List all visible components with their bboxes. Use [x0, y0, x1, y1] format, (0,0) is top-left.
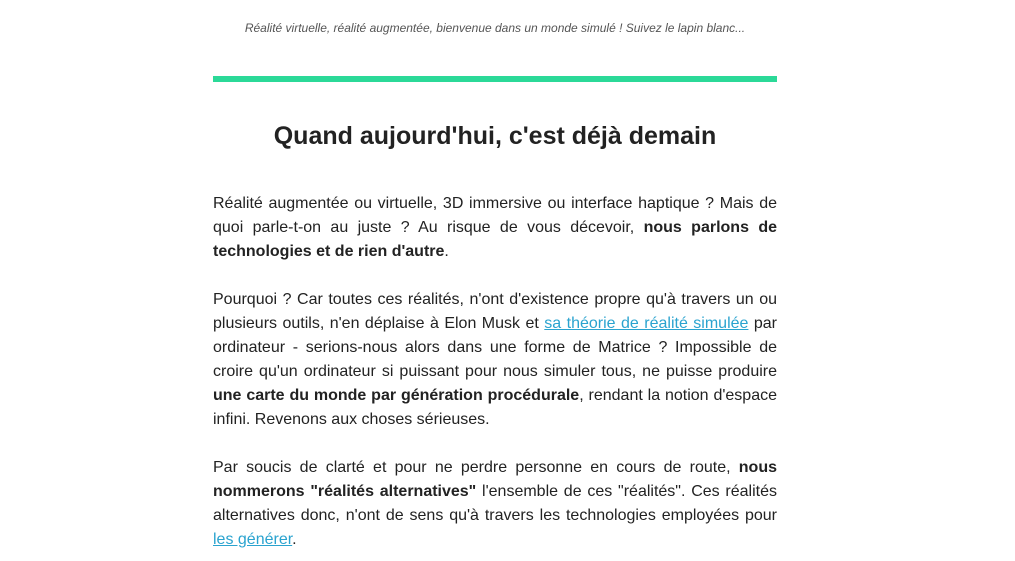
link-generate[interactable]: les générer — [213, 531, 293, 548]
paragraph-text: par ordinateur - serions-nous alors dans une forme de Matrice ? Impossible de croire qu'un ordinateur si puissant pour nous simuler tous, ne puisse produire — [213, 315, 778, 380]
article-title: Quand aujourd'hui, c'est déjà demain — [273, 122, 717, 150]
preheader-text: Réalité virtuelle, réalité augmentée, bienvenue dans un monde simulé ! Suivez le lapin blanc... — [244, 21, 746, 35]
bold-text: nous parlons de technologies et de rien d'autre — [213, 219, 777, 260]
article-column — [213, 76, 777, 552]
paragraph-text: l'ensemble de ces "réalités". Ces réalités alternatives donc, n'ont de sens qu'à travers les technologies employées pour — [213, 483, 777, 524]
paragraph-intro — [213, 192, 777, 264]
paragraph-text: . — [444, 243, 449, 260]
paragraph-alternative-realities — [213, 456, 777, 552]
bold-text: une carte du monde par génération procédurale — [213, 387, 580, 404]
paragraph-text: . — [292, 531, 297, 548]
link-simulated-reality-theory[interactable]: sa théorie de réalité simulée — [544, 315, 749, 332]
paragraph-text: , rendant la notion d'espace infini. Revenons aux choses sérieuses. — [213, 387, 777, 428]
paragraph-text: Par soucis de clarté et pour ne perdre personne en cours de route, — [213, 459, 739, 476]
paragraph-why — [213, 288, 777, 432]
accent-divider — [213, 76, 777, 82]
paragraph-text: Réalité augmentée ou virtuelle, 3D immersive ou interface haptique ? Mais de quoi parle-t-on au juste ? Au risque de vous décevoir, — [213, 195, 777, 236]
bold-text: nous nommerons "réalités alternatives" — [213, 459, 777, 500]
paragraph-text: Pourquoi ? Car toutes ces réalités, n'ont d'existence propre qu'à travers un ou plusieurs outils, n'en déplaise à Elon Musk et — [213, 291, 777, 332]
